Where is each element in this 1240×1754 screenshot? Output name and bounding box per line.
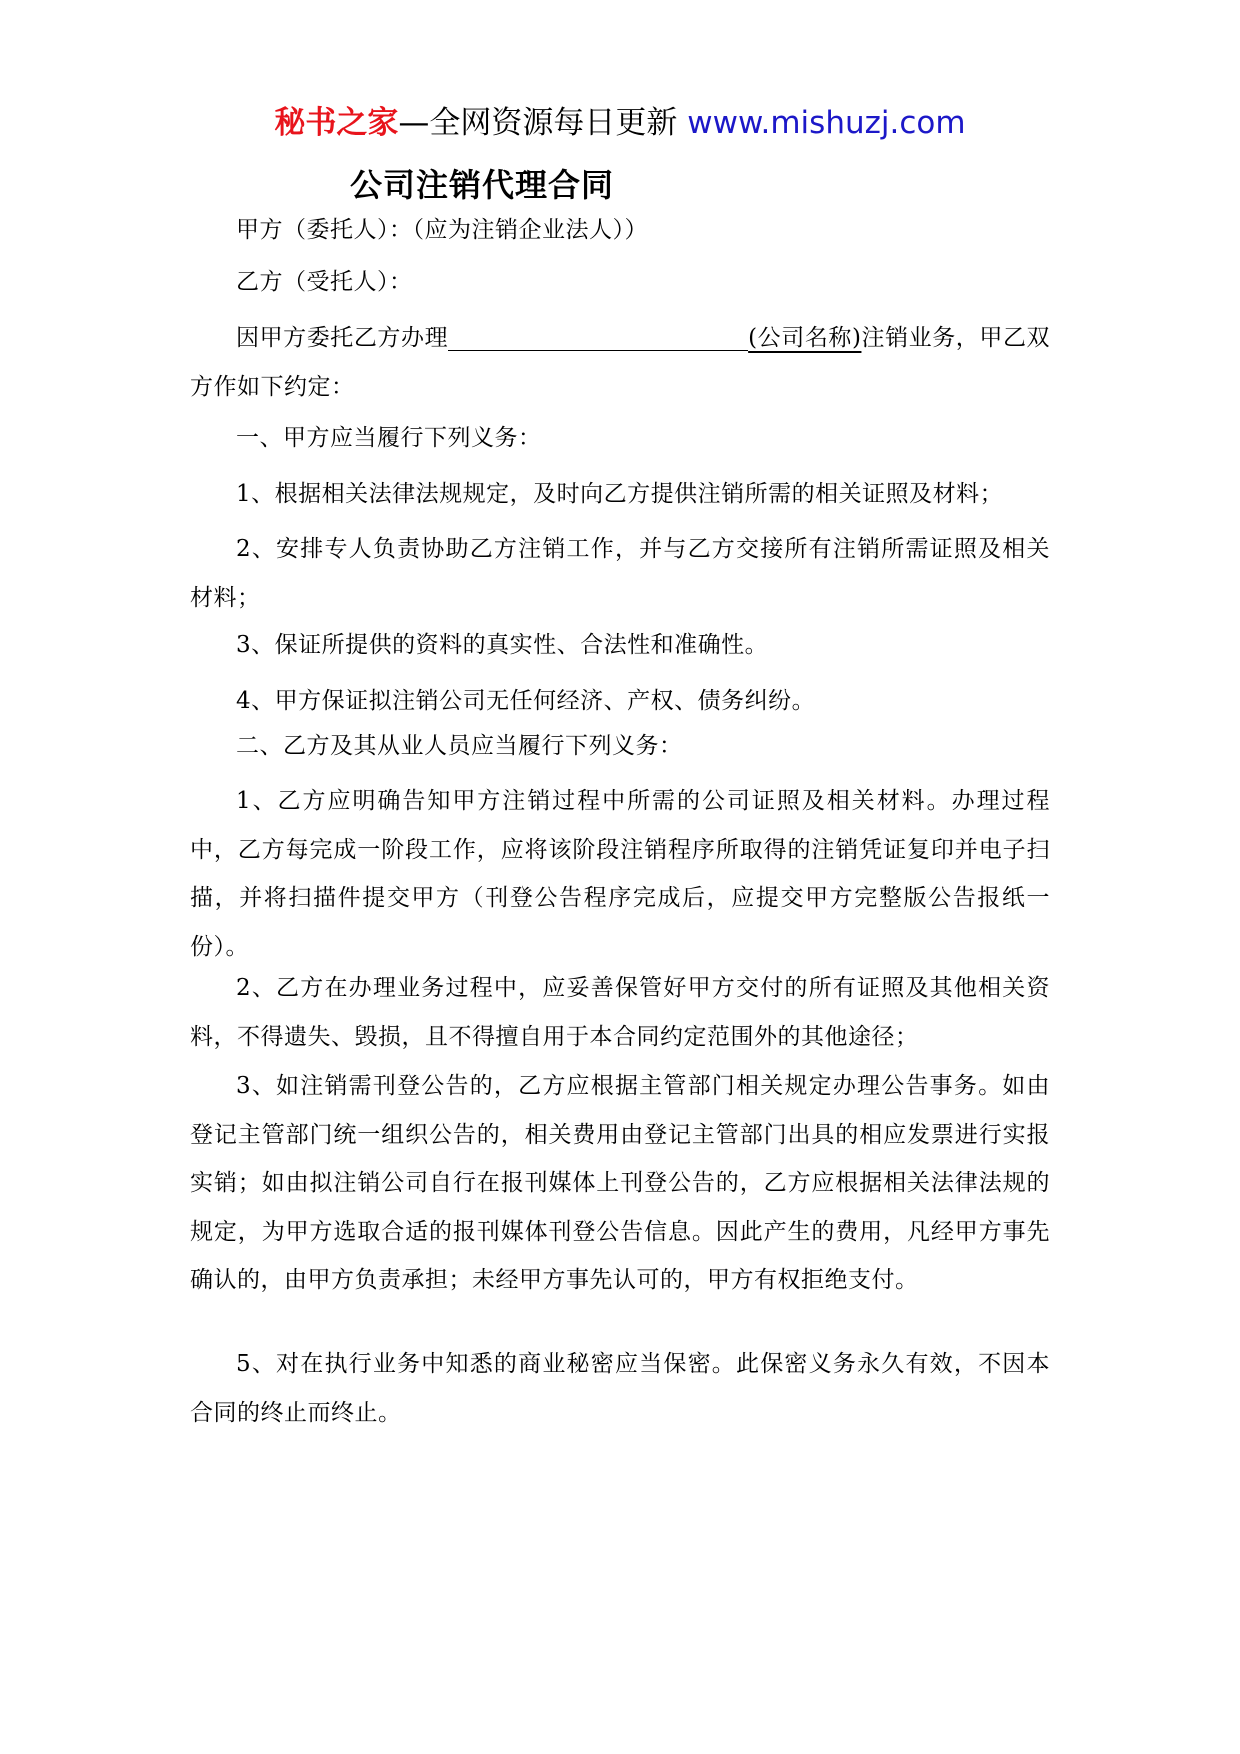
brand-name: 秘书之家	[274, 105, 399, 141]
intro-after-blank: 注销业务，甲乙双方作如下约定：	[190, 325, 1051, 400]
header-tagline: —全网资源每日更新	[398, 105, 688, 141]
intro-before-blank: 因甲方委托乙方办理	[236, 325, 449, 351]
company-name-blank	[448, 320, 748, 351]
section1-item-1: 1、根据相关法律法规规定，及时向乙方提供注销所需的相关证照及材料；	[236, 481, 1004, 507]
company-name-label: (公司名称)	[748, 325, 862, 351]
section2-item-2: 2、乙方在办理业务过程中，应妥善保管好甲方交付的所有证照及其他相关资料，不得遗失、毁损，且不得擅自用于本合同约定范围外的其他途径；	[190, 975, 1050, 1050]
section2-item-5: 5、对在执行业务中知悉的商业秘密应当保密。此保密义务永久有效，不因本合同的终止而终止。	[190, 1351, 1050, 1426]
document-title: 公司注销代理合同	[350, 166, 615, 204]
section1-item-2: 2、安排专人负责协助乙方注销工作，并与乙方交接所有注销所需证照及相关材料；	[190, 536, 1050, 611]
section2-heading: 二、乙方及其从业人员应当履行下列义务：	[236, 733, 683, 759]
section2-item-1: 1、乙方应明确告知甲方注销过程中所需的公司证照及相关材料。办理过程中，乙方每完成一阶段工作，应将该阶段注销程序所取得的注销凭证复印并电子扫描，并将扫描件提交甲方（刊登公告程序完成后，应提交甲方完整版公告报纸一份）。	[190, 788, 1050, 960]
party-b-line	[190, 258, 1050, 307]
site-header	[0, 98, 1240, 148]
party-a-line	[190, 206, 1050, 255]
section1-item-4: 4、甲方保证拟注销公司无任何经济、产权、债务纠纷。	[236, 688, 816, 714]
party-a-text: 甲方（委托人）：（应为注销企业法人））	[236, 217, 648, 243]
section1-item-3: 3、保证所提供的资料的真实性、合法性和准确性。	[236, 632, 769, 658]
site-url: www.mishuzj.com	[687, 105, 966, 141]
section2-item-3: 3、如注销需刊登公告的，乙方应根据主管部门相关规定办理公告事务。如由登记主管部门统一组织公告的，相关费用由登记主管部门出具的相应发票进行实报实销；如由拟注销公司自行在报刊媒体上刊登公告的，乙方应根据相关法律法规的规定，为甲方选取合适的报刊媒体刊登公告信息。因此产生的费用，凡经甲方事先确认的，由甲方负责承担；未经甲方事先认可的，甲方有权拒绝支付。	[190, 1073, 1050, 1293]
section1-heading: 一、甲方应当履行下列义务：	[236, 425, 542, 451]
intro-paragraph	[190, 314, 1050, 411]
party-b-text: 乙方（受托人）：	[236, 269, 413, 295]
